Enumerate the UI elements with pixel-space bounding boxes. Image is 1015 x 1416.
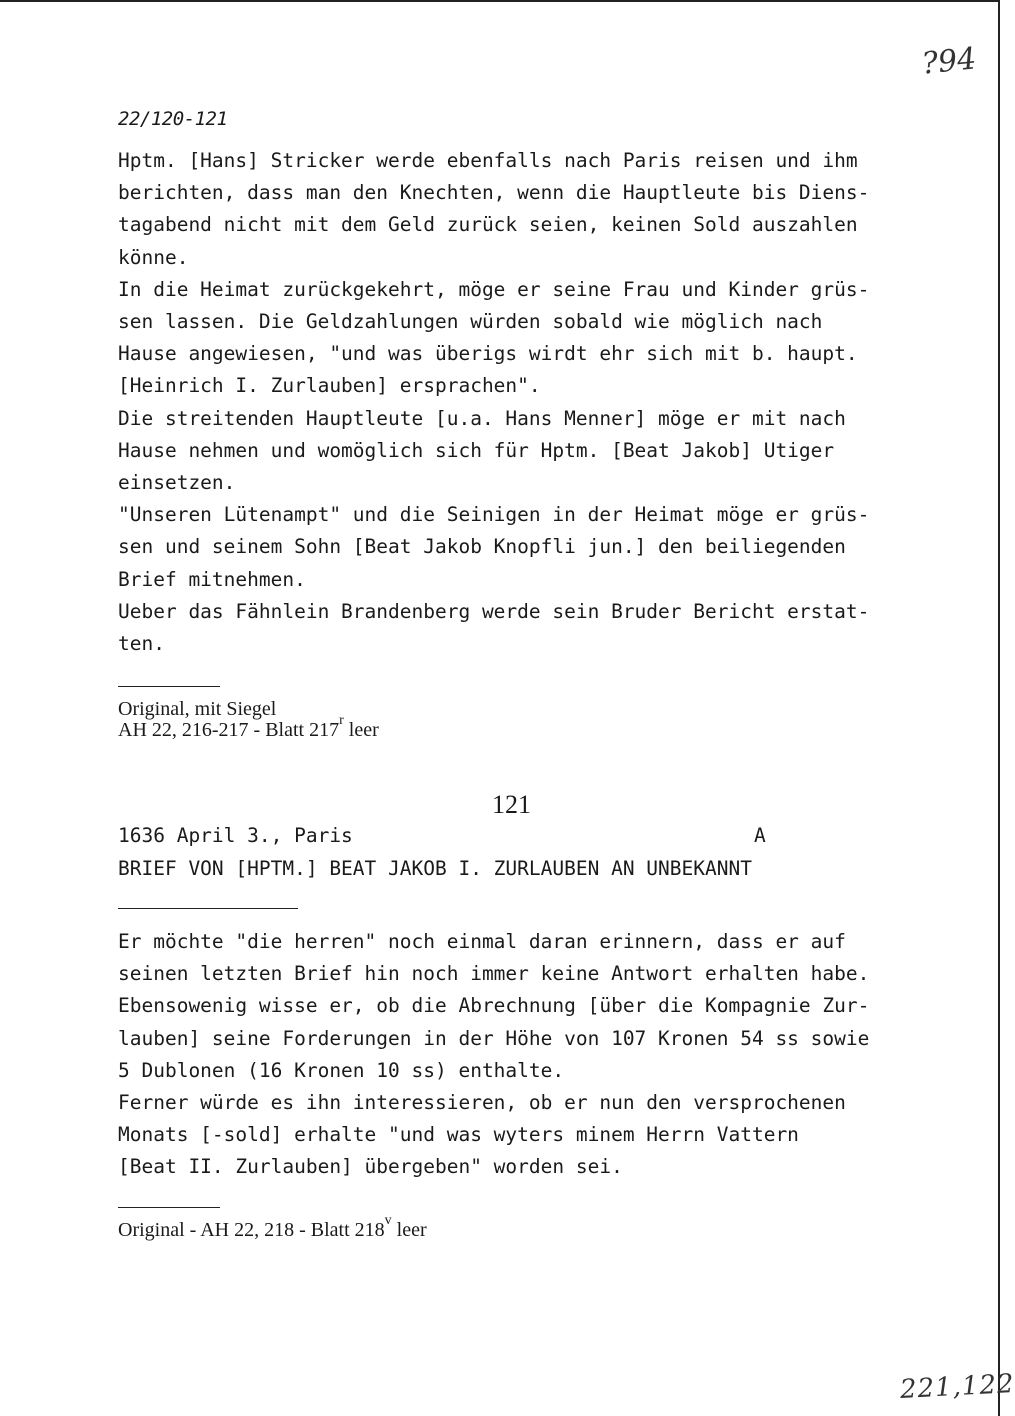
marker-letter: A [754, 824, 766, 847]
source-superscript: v [384, 1213, 392, 1228]
source-text: Original - AH 22, 218 - Blatt 218 [118, 1219, 385, 1241]
letter1-body [118, 145, 898, 660]
source-note-line: Original, mit Siegel [118, 698, 277, 720]
document-number: 121 [492, 790, 531, 819]
text-line: In die Heimat zurückgekehrt, möge er seine Frau und Kinder grüs- [118, 277, 870, 301]
source-text: leer [343, 719, 379, 741]
date-place-line [118, 824, 778, 847]
text-line: Ebensowenig wisse er, ob die Abrechnung [über die Kompagnie Zur- [118, 994, 870, 1018]
text-line: Er möchte "die herren" noch einmal daran erinnern, dass er auf [118, 930, 846, 953]
text-line: sen lassen. Die Geldzahlungen würden sobald wie möglich nach [118, 310, 823, 334]
separator-rule [118, 908, 298, 909]
letter-title: BRIEF VON [HPTM.] BEAT JAKOB I. ZURLAUBEN AN UNBEKANNT [118, 857, 752, 880]
text-line: Ferner würde es ihn interessieren, ob er nun den versprochenen [118, 1091, 846, 1115]
source-note-line [118, 1213, 427, 1245]
source-superscript: r [339, 713, 344, 728]
text-line: sen und seinem Sohn [Beat Jakob Knopfli jun.] den beiliegenden [118, 535, 846, 559]
source-text: leer [391, 1219, 427, 1241]
text-line: [Heinrich I. Zurlauben] ersprachen". [118, 374, 541, 398]
text-line: 5 Dublonen (16 Kronen 10 ss) enthalte. [118, 1058, 565, 1082]
text-line: Brief mitnehmen. [118, 567, 306, 591]
text-line: Monats [-sold] erhalte "und was wyters minem Herrn Vattern [118, 1123, 799, 1147]
source-text: AH 22, 216-217 - Blatt 217 [118, 719, 340, 741]
text-line: könne. [118, 245, 189, 269]
handwritten-page-number: ?94 [920, 41, 978, 82]
text-line: ten. [118, 632, 165, 656]
date-place: 1636 April 3., Paris [118, 824, 353, 847]
text-line: berichten, dass man den Knechten, wenn die Hauptleute bis Diens- [118, 181, 870, 205]
text-line: tagabend nicht mit dem Geld zurück seien, keinen Sold auszahlen [118, 213, 858, 237]
text-line: einsetzen. [118, 471, 236, 495]
text-line: Hptm. [Hans] Stricker werde ebenfalls nach Paris reisen und ihm [118, 149, 858, 172]
text-line: "Unseren Lütenampt" und die Seinigen in der Heimat möge er grüs- [118, 503, 870, 527]
separator-rule [118, 1207, 220, 1208]
separator-rule [118, 686, 220, 687]
source-note-line [118, 713, 379, 745]
document-reference: 22/120-121 [118, 108, 228, 130]
text-line: Hause angewiesen, "und was überigs wirdt ehr sich mit b. haupt. [118, 342, 858, 366]
text-line: Hause nehmen und womöglich sich für Hptm. [Beat Jakob] Utiger [118, 438, 835, 462]
text-line: Ueber das Fähnlein Brandenberg werde sein Bruder Bericht erstat- [118, 599, 870, 623]
text-line: lauben] seine Forderungen in der Höhe von 107 Kronen 54 ss sowie [118, 1026, 870, 1050]
text-line: [Beat II. Zurlauben] übergeben" worden sei. [118, 1155, 623, 1179]
text-line: seinen letzten Brief hin noch immer keine Antwort erhalten habe. [118, 962, 870, 986]
letter2-body [118, 926, 898, 1184]
text-line: Die streitenden Hauptleute [u.a. Hans Menner] möge er mit nach [118, 406, 846, 430]
handwritten-folio-number: 221,122 [899, 1369, 1015, 1405]
